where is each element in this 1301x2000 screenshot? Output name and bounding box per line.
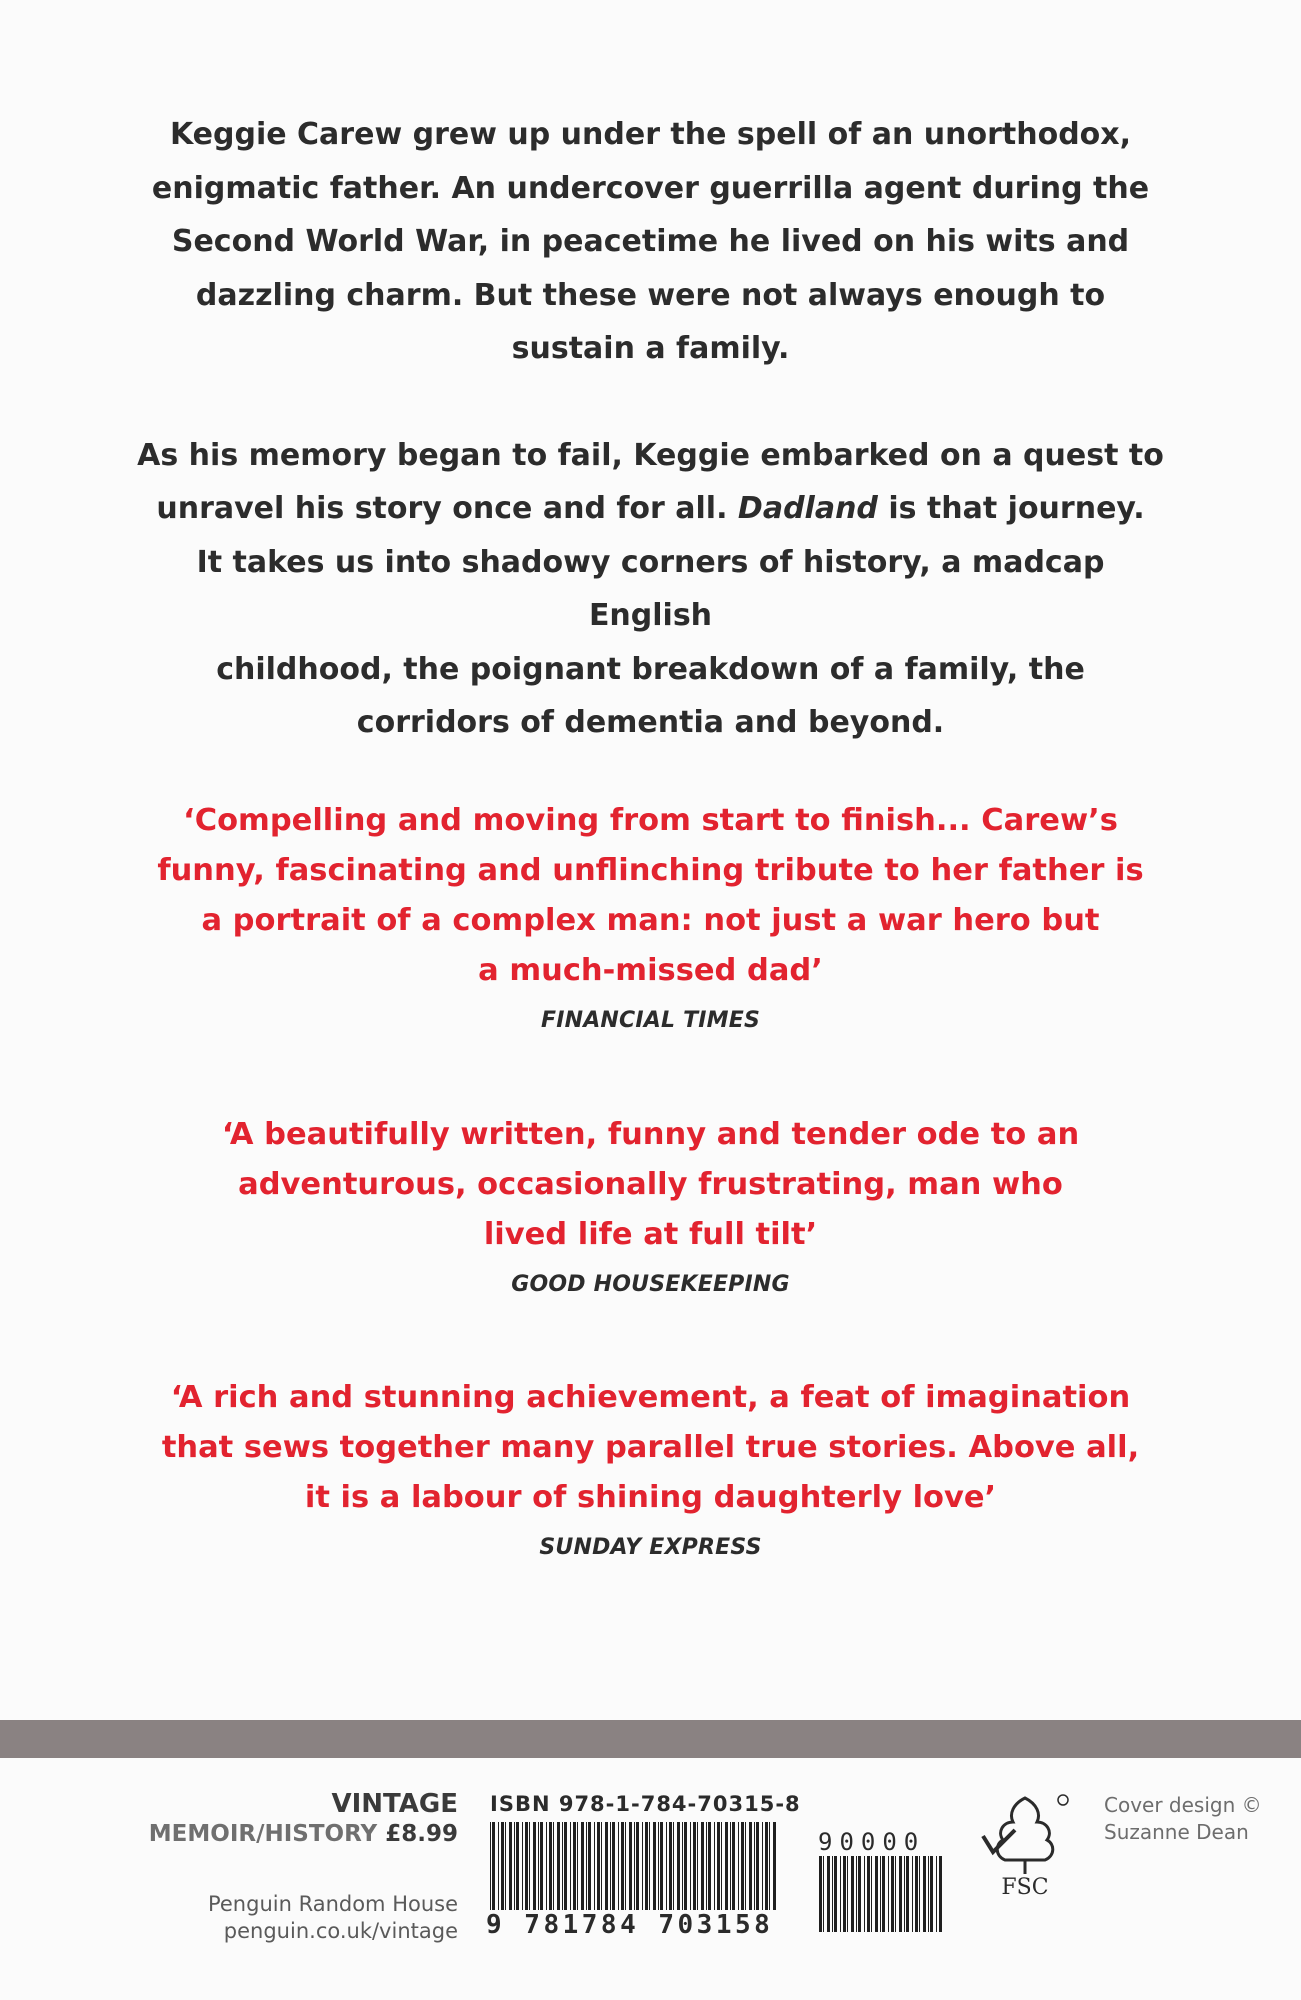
barcode-bar [749,1822,752,1910]
barcode-bar [930,1856,933,1932]
barcode-bar [923,1856,926,1932]
quote-line: adventurous, occasionally frustrating, man who [238,1167,1063,1202]
barcode-bar [827,1856,830,1932]
quote-line: funny, fascinating and unflinching tribute to her father is [157,853,1144,888]
cover-credit [1104,1792,1262,1846]
barcode-bar [538,1822,539,1910]
barcode-bar [586,1822,587,1910]
barcode-bar [492,1822,495,1910]
barcode-bar [762,1822,763,1910]
barcode-bar [721,1822,722,1910]
quote-text [110,1110,1191,1260]
publisher-block [149,1789,458,1945]
barcode-bar [649,1822,650,1910]
barcode-bar [882,1856,885,1932]
barcode-bar [509,1822,512,1910]
barcode-bar [529,1822,530,1910]
blurb-paragraph-1 [130,108,1171,376]
barcode-bar [738,1822,739,1910]
barcode-bar [864,1856,865,1932]
barcode-bar [682,1822,683,1910]
blurb-line: enigmatic father. An undercover guerrilla agent during the [151,170,1150,206]
barcode-bar [834,1856,837,1932]
barcode-bar [581,1822,584,1910]
quote-line: ‘A beautifully written, funny and tender ode to an [221,1117,1080,1152]
review-quote-2 [110,1110,1191,1297]
barcode-bar [773,1822,776,1910]
barcode-bar [693,1822,696,1910]
barcode-bar [725,1822,728,1910]
barcode-bar [610,1822,611,1910]
barcode-bar [673,1822,674,1910]
barcode-bar [498,1822,499,1910]
barcode-bar [618,1822,619,1910]
barcode-bar [871,1856,872,1932]
blurb-line: childhood, the poignant breakdown of a family, the [216,651,1085,687]
review-quote-3 [110,1373,1191,1560]
barcode-bar [594,1822,595,1910]
barcode-bar [653,1822,656,1910]
barcode-bar [570,1822,571,1910]
barcode-bar [557,1822,560,1910]
barcode-bar [605,1822,608,1910]
barcode-bar [669,1822,672,1910]
barcode-bar [666,1822,667,1910]
quote-line: ‘Compelling and moving from start to finish... Carew’s [183,803,1118,838]
isbn-label: ISBN 978-1-784-70315-8 [490,1792,801,1816]
barcode-bar [577,1822,578,1910]
barcode-bar [514,1822,515,1910]
barcode-bar [904,1856,905,1932]
quote-line: ‘A rich and stunning achievement, a feat of imagination [170,1380,1131,1415]
blurb-line: Second World War, in peacetime he lived on his wits and [171,224,1130,259]
barcode-bar [851,1856,854,1932]
barcode-bar [730,1822,731,1910]
quote-line: it is a labour of shining daughterly love’ [304,1480,997,1515]
barcode-bar [690,1822,691,1910]
barcode-bar [629,1822,632,1910]
review-quote-1 [110,796,1191,1033]
price: £8.99 [385,1821,458,1847]
barcode-bar [701,1822,704,1910]
barcode-bar [636,1822,639,1910]
blurb-line: Keggie Carew grew up under the spell of an unorthodox, [169,117,1132,152]
barcode-bar [906,1856,909,1932]
barcode-bar [875,1856,878,1932]
barcode-bar [642,1822,643,1910]
barcode-bar [564,1822,567,1910]
barcode-bar [856,1856,857,1932]
barcode-bar [677,1822,680,1910]
barcode-bar [888,1856,889,1932]
blurb-paragraph-2 [130,429,1171,750]
addon-digits: 90000 [818,1828,926,1856]
barcode-bar [895,1856,896,1932]
barcode-bar [645,1822,648,1910]
barcode-bar [549,1822,552,1910]
barcode-bar [714,1822,715,1910]
category: MEMOIR/HISTORY [148,1821,378,1847]
blurb-line: As his memory began to fail, Keggie embarked on a quest to [137,437,1164,473]
publisher-name: VINTAGE [331,1789,458,1819]
quote-text [110,1373,1191,1523]
credit-line: Cover design © [1104,1793,1262,1817]
barcode-bar [819,1856,822,1932]
barcode-bar [490,1822,491,1910]
fsc-text: FSC [1001,1875,1049,1900]
barcode-bar [697,1822,698,1910]
barcode-bar [843,1856,846,1932]
barcode-bar [573,1822,576,1910]
barcode-bar [525,1822,528,1910]
barcode-bar [540,1822,543,1910]
barcode-bar [660,1822,663,1910]
quote-line: lived life at full tilt’ [483,1217,818,1252]
barcode-bar [919,1856,920,1932]
barcode-bar [533,1822,536,1910]
quote-line: a portrait of a complex man: not just a war hero but [201,903,1100,938]
quote-line: that sews together many parallel true stories. Above all, [161,1430,1140,1465]
barcode-bar [823,1856,824,1932]
blurb-line: corridors of dementia and beyond. [356,705,945,740]
barcode-bar [928,1856,929,1932]
barcode-bar [840,1856,841,1932]
barcode-bar [658,1822,659,1910]
barcode-bar [625,1822,626,1910]
quote-line: a much-missed dad’ [478,953,823,988]
barcode-bar [754,1822,755,1910]
quote-source: SUNDAY EXPRESS [539,1535,762,1560]
quote-source: GOOD HOUSEKEEPING [511,1272,790,1297]
barcode-bar [880,1856,881,1932]
barcode-bar [505,1822,506,1910]
category-price [149,1819,458,1849]
website: penguin.co.uk/vintage [223,1919,458,1943]
blurb [130,108,1171,750]
blurb-line: It takes us into shadowy corners of history, a madcap English [196,544,1105,633]
barcode-bar [847,1856,848,1932]
barcode-bar [756,1822,759,1910]
barcode-bar [741,1822,744,1910]
blurb-line: dazzling charm. But these were not always enough to [195,277,1106,313]
barcode-bar [915,1856,918,1932]
barcode-bar [684,1822,687,1910]
footer-band [0,1720,1301,1758]
book-title: Dadland [737,491,878,526]
fsc-logo-icon [975,1790,1075,1900]
barcode-bar [717,1822,720,1910]
barcode-bar [891,1856,894,1932]
barcode-bar [939,1856,942,1932]
barcode-bar [612,1822,615,1910]
blurb-line: unravel his story once and for all. [156,491,738,526]
barcode-bar [936,1856,937,1932]
barcode-bar [745,1822,746,1910]
barcode-bar [899,1856,902,1932]
blurb-line: is that journey. [877,491,1145,526]
barcode-bar [867,1856,870,1932]
barcode-bar [912,1856,913,1932]
barcode-bar [832,1856,833,1932]
barcode-bar [516,1822,519,1910]
barcode-digits: 9 781784 703158 [486,1910,774,1940]
quote-text [110,796,1191,996]
barcode-bar [562,1822,563,1910]
barcode-bar [858,1856,861,1932]
barcode-bar [501,1822,504,1910]
barcode-bar [597,1822,600,1910]
barcode-bar [601,1822,602,1910]
barcode-bar [708,1822,711,1910]
barcode-bar [769,1822,770,1910]
barcode-bar [588,1822,591,1910]
barcode-bar [634,1822,635,1910]
isbn-barcode [488,1822,778,1914]
barcode-bar [732,1822,735,1910]
imprint-block [149,1891,458,1945]
quote-source: FINANCIAL TIMES [540,1008,761,1033]
barcode-bar [706,1822,707,1910]
barcode-bar [546,1822,547,1910]
credit-line: Suzanne Dean [1104,1820,1249,1844]
imprint: Penguin Random House [207,1892,458,1916]
barcode-bar [553,1822,554,1910]
barcode-bar [765,1822,768,1910]
barcode-bar [621,1822,624,1910]
barcode-bar [522,1822,523,1910]
price-addon-barcode [817,1856,949,1932]
blurb-line: sustain a family. [511,331,790,366]
